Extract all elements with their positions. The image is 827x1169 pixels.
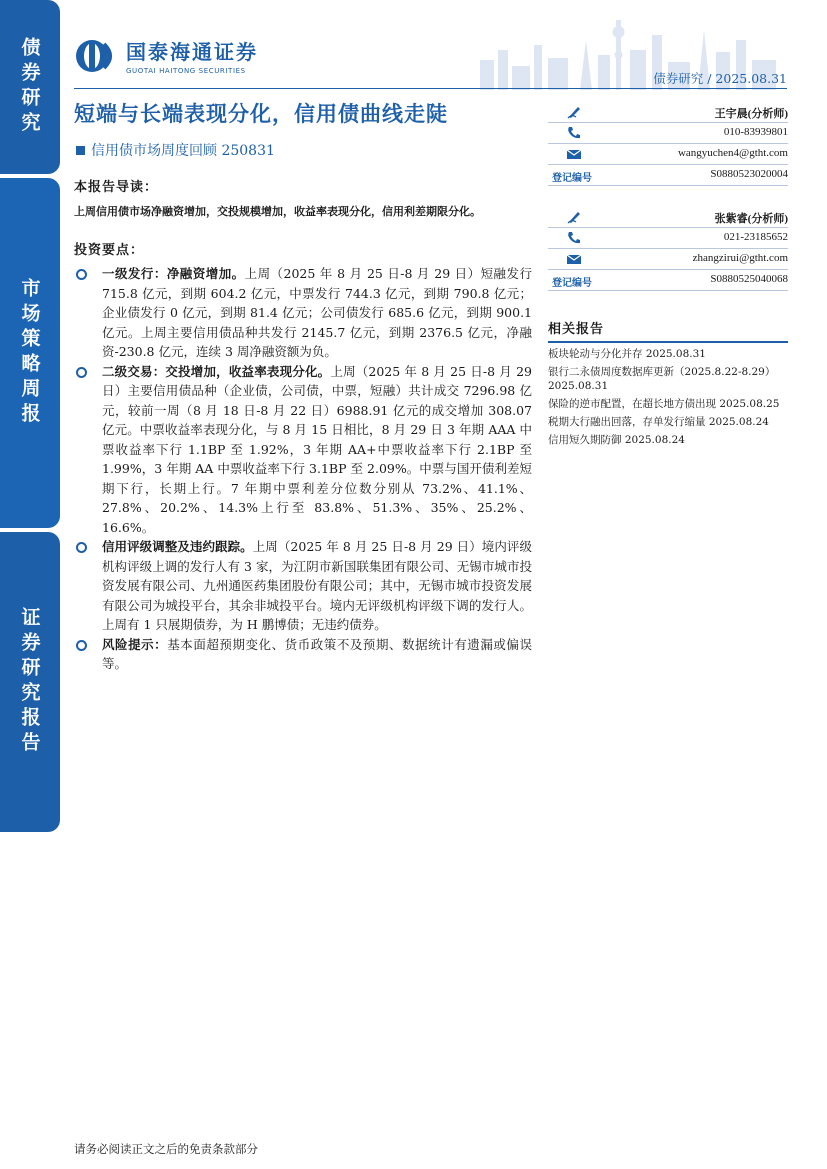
- logo-mark-icon: [74, 38, 118, 74]
- reg-number-label: 登记编号: [552, 173, 592, 184]
- phone-icon: [566, 231, 582, 245]
- key-point-heading: 二级交易：交投增加，收益率表现分化。: [102, 363, 331, 379]
- related-report-link[interactable]: 信用短久期防御 2025.08.24: [548, 434, 685, 446]
- related-report-link[interactable]: 银行二永债周度数据库更新（2025.8.22-8.29）2025.08.31: [548, 366, 776, 392]
- pen-icon: [566, 210, 582, 224]
- header-divider: [74, 88, 787, 89]
- list-item: [74, 362, 532, 538]
- circle-bullet-icon: [76, 640, 87, 651]
- list-item: [74, 537, 532, 635]
- key-point-text: 上周（2025 年 8 月 25 日-8 月 29 日）主要信用债品种（企业债，公司债，中票，短融）共计成交 7296.98 亿元，较前一周（8 月 18 日-8 月 22 日）6988.91 亿元的成交增加 308.07 亿元。中票收益率表现分化，与 8 月 15 日相比，8 月 29 日 3 年期 AAA 中票收益率下行 1.1BP 至 1.92%，3 年期 AA+中票收益率下行 2.1BP 至 1.99%，3 年期 AA 中票收益率下行 3.1BP 至 2.09%。中票与国开债利差短期下行，长期上行。7 年期中票利差分位数分别从 73.2%、41.1%、27.8%、20.2%、14.3%上行至 83.8%、51.3%、35%、25.2%、16.6%。: [102, 363, 532, 535]
- sidebar-label: 证券研究报告: [18, 607, 41, 757]
- key-points-list: [74, 264, 532, 674]
- key-point-text: 上周（2025 年 8 月 25 日-8 月 29 日）短融发行 715.8 亿元，到期 604.2 亿元，中票发行 744.3 亿元，到期 790.8 亿元；企业债发行 0 亿元，到期 81.4 亿元；公司债发行 685.6 亿元，到期 900.1 亿元。上周主要信用债品种共发行 2145.7 亿元，到期 2376.5 亿元，净融资-230.8 亿元，连续 3 周净融资额为负。: [102, 266, 532, 359]
- logo-chinese-name: 国泰海通证券: [126, 40, 258, 64]
- analyst-email-row: [548, 144, 788, 165]
- circle-bullet-icon: [76, 542, 87, 553]
- sidebar-tab-securities-report: [0, 532, 60, 832]
- guide-text: 上周信用债市场净融资增加，交投规模增加，收益率表现分化，信用利差期限分化。: [74, 205, 481, 218]
- logo-english-name: GUOTAI HAITONG SECURITIES: [126, 67, 246, 75]
- left-sidebar: [0, 0, 60, 1169]
- analyst-name-row: [548, 207, 788, 228]
- square-bullet-icon: [76, 146, 85, 155]
- key-point-heading: 一级发行：净融资增加。: [102, 266, 245, 281]
- related-reports: [548, 318, 788, 447]
- sidebar-label: 市场策略周报: [18, 278, 41, 428]
- key-points-heading: 投资要点：: [74, 243, 145, 258]
- pen-icon: [566, 105, 582, 119]
- report-subtitle: [76, 140, 275, 160]
- analyst-card: [548, 102, 788, 186]
- related-reports-heading: 相关报告: [548, 318, 788, 343]
- related-report-link[interactable]: 保险的逆市配置，在超长地方债出现 2025.08.25: [548, 398, 780, 410]
- analyst-phone: 021-23185652: [723, 231, 788, 243]
- analyst-name: 张紫睿(分析师): [714, 213, 788, 225]
- analyst-reg-row: [548, 165, 788, 186]
- main-content: [74, 176, 532, 674]
- company-logo: [74, 36, 258, 75]
- analyst-email[interactable]: zhangzirui@gtht.com: [692, 252, 788, 264]
- sidebar-tab-market-weekly: [0, 178, 60, 528]
- analyst-phone: 010-83939801: [723, 126, 788, 138]
- list-item: [74, 264, 532, 362]
- analyst-email-row: [548, 249, 788, 270]
- subtitle-text: 信用债市场周度回顾 250831: [91, 143, 275, 159]
- analyst-phone-row: [548, 123, 788, 144]
- key-point-heading: 风险提示：: [102, 636, 168, 652]
- circle-bullet-icon: [76, 367, 87, 378]
- report-title: 短端与长端表现分化，信用债曲线走陡: [74, 102, 448, 126]
- key-point-text: 上周（2025 年 8 月 25 日-8 月 29 日）境内评级机构评级上调的发行人有 3 家，为江阴市新国联集团有限公司、无锡市城市投资发展有限公司、九州通医药集团股份有限公司；其中，无锡市城市投资发展有限公司为城投平台，其余非城投平台。境内无评级机构评级下调的发行人。上周有 1 只展期债券，为 H 鹏博债；无违约债券。: [102, 539, 532, 632]
- mail-icon: [566, 252, 582, 266]
- disclaimer-footer: 请务必阅读正文之后的免责条款部分: [74, 1142, 258, 1156]
- reg-number: S0880525040068: [710, 273, 788, 285]
- related-report-link[interactable]: 板块轮动与分化并存 2025.08.31: [548, 348, 706, 360]
- analyst-phone-row: [548, 228, 788, 249]
- report-category-date: 债券研究 / 2025.08.31: [653, 71, 787, 86]
- analyst-reg-row: [548, 270, 788, 291]
- mail-icon: [566, 147, 582, 161]
- sidebar-tab-bond-research: [0, 0, 60, 174]
- analyst-card: [548, 207, 788, 291]
- phone-icon: [566, 126, 582, 140]
- sidebar-label: 债券研究: [18, 37, 41, 137]
- list-item: [74, 635, 532, 674]
- analyst-name-row: [548, 102, 788, 123]
- circle-bullet-icon: [76, 269, 87, 280]
- key-point-heading: 信用评级调整及违约跟踪。: [102, 539, 253, 554]
- analyst-email[interactable]: wangyuchen4@gtht.com: [677, 147, 788, 159]
- key-point-text: 基本面超预期变化、货币政策不及预期、数据统计有遗漏或偏误等。: [102, 636, 532, 671]
- related-report-link[interactable]: 税期大行融出回落，存单发行缩量 2025.08.24: [548, 416, 769, 428]
- guide-heading: 本报告导读：: [74, 180, 159, 195]
- reg-number-label: 登记编号: [552, 278, 592, 289]
- analyst-name: 王宇晨(分析师): [714, 108, 788, 120]
- reg-number: S0880523020004: [710, 168, 788, 180]
